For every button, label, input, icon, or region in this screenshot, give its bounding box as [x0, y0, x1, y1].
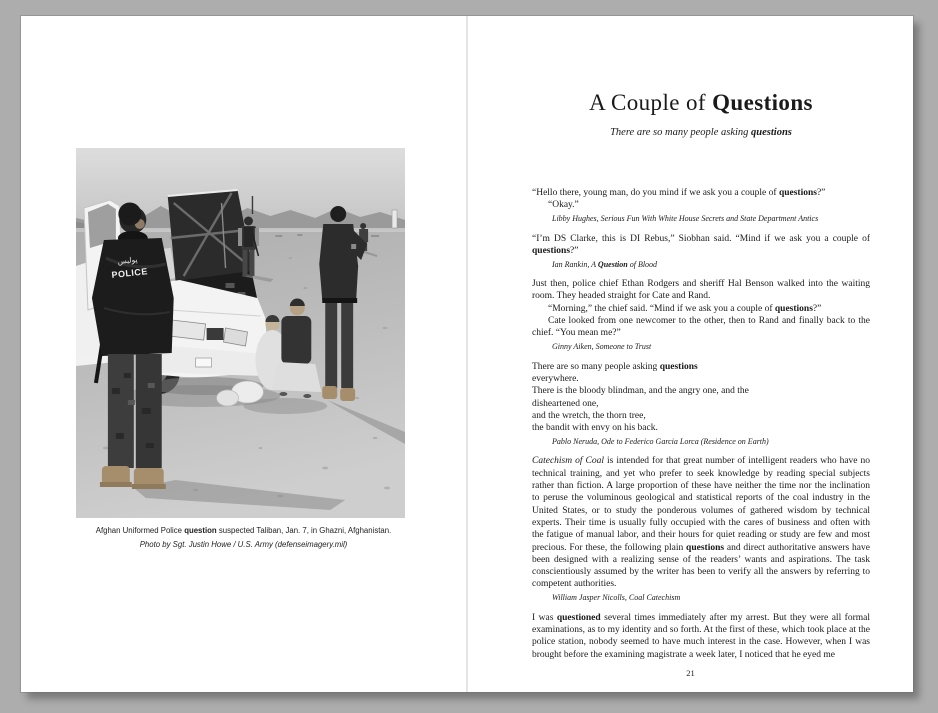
paragraph	[532, 233, 870, 258]
text-segment: questions	[686, 542, 725, 553]
paragraph	[532, 303, 870, 315]
police-jacket-label: POLICE	[111, 266, 149, 280]
text-segment: the bandit with envy on his back.	[532, 423, 658, 434]
text-segment: “I’m DS Clarke, this is DI Rebus,” Siobhan said. “Mind if we ask you a couple of	[532, 233, 870, 244]
photo-caption-line1	[21, 524, 466, 538]
attribution	[552, 260, 870, 270]
right-page	[468, 16, 913, 692]
text-segment: ?”	[812, 303, 822, 314]
chapter-subtitle	[532, 126, 870, 139]
chapter-content	[532, 90, 870, 666]
poem-block	[532, 361, 870, 447]
text-segment: Catechism of Coal	[532, 456, 604, 467]
photo-caption	[21, 524, 466, 552]
text-segment: and direct authoritative answers have been designed with a realizing sense of the readers’ wants and aspirations. The task conscientiously assumed by the writer has been to verify all the answers by referring to competent authorities.	[532, 542, 870, 590]
text-segment: Afghan Uniformed Police	[95, 526, 185, 535]
text-segment: Photo by Sgt. Justin Howe / U.S. Army (defenseimagery.mil)	[139, 540, 348, 549]
poem-line	[532, 398, 870, 410]
attribution	[552, 214, 870, 224]
text-segment: questions	[778, 188, 817, 198]
quote-block	[532, 612, 870, 661]
text-segment: questions	[532, 245, 571, 256]
text-segment: Libby Hughes, Serious Fun With White House Secrets and State Department Antics	[552, 214, 819, 224]
text-segment: questions	[774, 303, 813, 314]
text-segment: I was	[532, 612, 557, 623]
poem-line	[532, 373, 870, 385]
paragraph	[532, 187, 870, 199]
photo-tower	[392, 210, 397, 228]
truck-license-plate	[196, 358, 212, 367]
text-segment: questioned	[556, 612, 601, 623]
text-segment: Ginny Aiken, Someone to Trust	[552, 342, 652, 352]
text-segment: questions	[659, 361, 698, 372]
text-segment: everywhere.	[532, 373, 579, 384]
truck-grille	[207, 328, 224, 340]
text-segment: William Jasper Nicolls, Coal Catechism	[552, 593, 681, 603]
text-segment: Questions	[712, 90, 813, 115]
poem-line	[532, 385, 870, 397]
quote-block	[532, 233, 870, 270]
text-segment: disheartened one,	[532, 398, 599, 409]
police-jacket-arabic-label: پولیس	[117, 254, 138, 266]
text-segment: question	[184, 526, 217, 535]
text-segment: suspected Taliban, Jan. 7, in Ghazni, Afghanistan.	[216, 526, 392, 535]
quote-block	[532, 187, 870, 224]
truck-headlight-left	[170, 320, 206, 340]
text-segment: Just then, police chief Ethan Rodgers and sheriff Hal Benson walked into the waiting room. They headed straight for Cate and Rand.	[532, 279, 870, 302]
text-segment: Pablo Neruda, Ode to Federico Garcia Lorca (Residence on Earth)	[552, 436, 769, 446]
text-segment: There is the bloody blindman, and the angry one, and the	[532, 386, 749, 397]
text-segment: Cate looked from one newcomer to the other, then to Rand and finally back to the chief. “You mean me?”	[532, 316, 870, 339]
paragraph	[532, 455, 870, 590]
photo	[76, 148, 405, 518]
paragraph	[532, 315, 870, 340]
photo-illustration	[76, 148, 405, 518]
paragraph	[532, 612, 870, 661]
left-page	[21, 16, 466, 692]
text-segment: Ian Rankin, A	[552, 259, 598, 269]
text-segment: questions	[751, 127, 792, 138]
text-segment: ?”	[816, 188, 826, 198]
text-segment: There are so many people asking	[610, 127, 752, 138]
text-segment: “Okay.”	[548, 200, 579, 211]
quote-block	[532, 278, 870, 351]
photo-caption-line2	[21, 538, 466, 552]
text-segment: “Hello there, young man, do you mind if we ask you a couple of	[532, 188, 779, 198]
poem-line	[532, 422, 870, 434]
attribution	[552, 593, 870, 603]
text-segment: and the wretch, the thorn tree,	[532, 410, 646, 421]
text-segment: There are so many people asking	[532, 361, 660, 372]
bundle-small	[217, 390, 239, 406]
text-blocks	[532, 187, 870, 661]
text-segment: “Morning,” the chief said. “Mind if we ask you a couple of	[548, 303, 775, 314]
attribution	[552, 437, 870, 447]
poem-line	[532, 410, 870, 422]
chapter-title	[532, 90, 870, 116]
paragraph	[532, 278, 870, 303]
text-segment: is intended for that great number of intelligent readers who have no technical training, and yet who prefer to seek knowledge by reading special subjects rather than fiction. A large proportion of these have neither the time nor the inclination to peruse the voluminous geological and statistical reports of the coal industry in the United States, or to study the ponderous volumes of gathered wisdom by technical experts. Their time is usually fully occupied with the cares of business and often with the fatigue of manual labor, and their hours for quiet reading or study are few and most precious. For these, the following plain	[532, 456, 870, 553]
poem-line	[532, 361, 870, 373]
text-segment: A Couple of	[589, 90, 713, 115]
text-segment: Question	[597, 259, 628, 269]
quote-block	[532, 455, 870, 602]
text-segment: several times immediately after my arrest. But they were all formal examinations, as to my identity and so forth. At the first of these, which took place at the police station, nobody seemed to have much interest in the case. However, when I was brought before the examining magistrate a week later, I noticed that he eyed me	[532, 612, 870, 660]
attribution	[552, 342, 870, 352]
book-spread	[21, 16, 913, 692]
text-segment: ?”	[570, 245, 579, 256]
paragraph	[532, 199, 870, 211]
page-number: 21	[686, 668, 695, 678]
text-segment: of Blood	[627, 259, 658, 269]
